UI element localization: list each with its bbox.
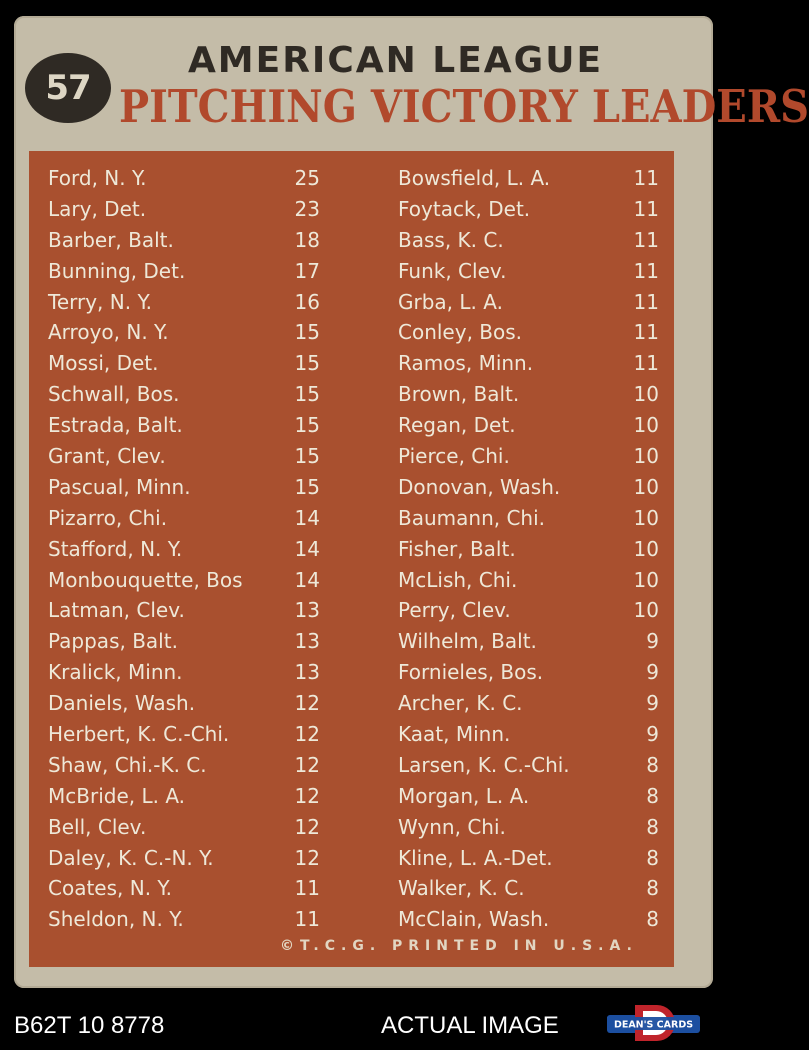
leader-row	[398, 441, 659, 472]
win-count: 15	[294, 413, 320, 438]
leader-row	[398, 812, 659, 843]
win-count: 13	[294, 598, 320, 623]
win-count: 10	[633, 474, 659, 499]
win-count: 13	[294, 629, 320, 654]
leader-row	[48, 163, 320, 194]
leader-row	[48, 873, 320, 904]
leader-row	[398, 626, 659, 657]
leader-row	[48, 317, 320, 348]
win-count: 11	[633, 196, 659, 221]
leader-row	[48, 441, 320, 472]
pitcher-name: Bowsfield, L. A.	[398, 166, 551, 190]
win-count: 15	[294, 382, 320, 407]
pitcher-name: Herbert, K. C.-Chi.	[48, 722, 230, 747]
pitcher-name: Latman, Clev.	[48, 598, 185, 623]
win-count: 8	[646, 907, 659, 932]
win-count: 10	[633, 444, 659, 469]
win-count: 10	[633, 598, 659, 623]
win-count: 8	[646, 845, 659, 870]
pitcher-name: Ramos, Minn.	[398, 351, 534, 376]
leader-row	[48, 503, 320, 534]
pitcher-name: Terry, N. Y.	[48, 289, 152, 314]
leader-row	[48, 843, 320, 874]
win-count: 10	[633, 536, 659, 561]
leader-row	[398, 163, 659, 194]
leader-row	[398, 348, 659, 379]
win-count: 12	[294, 691, 320, 716]
win-count: 15	[294, 320, 320, 345]
leader-row	[398, 379, 659, 410]
win-count: 13	[294, 660, 320, 685]
leader-row	[398, 719, 659, 750]
pitcher-name: Barber, Balt.	[48, 227, 174, 252]
win-count: 23	[294, 196, 320, 221]
leader-row	[48, 379, 320, 410]
pitcher-name: Walker, K. C.	[398, 876, 525, 901]
win-count: 9	[646, 722, 659, 747]
pitcher-name: Archer, K. C.	[398, 691, 523, 716]
pitcher-name: McClain, Wash.	[398, 907, 550, 932]
win-count: 11	[633, 258, 659, 283]
deans-cards-logo	[605, 1003, 702, 1043]
pitcher-name: Fornieles, Bos.	[398, 660, 544, 685]
footer-card-id: B62T 10 8778	[14, 1012, 165, 1039]
win-count: 11	[633, 227, 659, 252]
leader-row	[398, 781, 659, 812]
leader-row	[48, 225, 320, 256]
pitcher-name: Kralick, Minn.	[48, 660, 183, 685]
pitcher-name: McLish, Chi.	[398, 567, 518, 592]
leader-row	[48, 657, 320, 688]
pitcher-name: Larsen, K. C.-Chi.	[398, 752, 570, 777]
pitcher-name: Monbouquette, Bos	[48, 567, 243, 592]
leader-row	[398, 534, 659, 565]
pitcher-name: Arroyo, N. Y.	[48, 320, 169, 345]
leader-row	[398, 657, 659, 688]
pitcher-name: Wilhelm, Balt.	[398, 629, 537, 654]
pitcher-name: Pizarro, Chi.	[48, 505, 168, 530]
leader-row	[48, 472, 320, 503]
pitcher-name: Pierce, Chi.	[398, 444, 510, 469]
leader-row	[48, 750, 320, 781]
pitcher-name: Baumann, Chi.	[398, 505, 546, 530]
pitcher-name: Bass, K. C.	[398, 227, 504, 252]
win-count: 10	[633, 382, 659, 407]
title-category: PITCHING VICTORY LEADERS	[119, 80, 809, 133]
pitcher-name: Morgan, L. A.	[398, 783, 530, 808]
pitcher-name: Pappas, Balt.	[48, 629, 178, 654]
win-count: 10	[633, 567, 659, 592]
win-count: 11	[633, 289, 659, 314]
leader-row	[48, 719, 320, 750]
pitcher-name: Shaw, Chi.-K. C.	[48, 752, 207, 777]
win-count: 9	[646, 691, 659, 716]
pitcher-name: Donovan, Wash.	[398, 474, 561, 499]
win-count: 9	[646, 629, 659, 654]
leader-row	[48, 534, 320, 565]
leader-row	[48, 256, 320, 287]
leader-row	[398, 287, 659, 318]
leader-row	[48, 904, 320, 935]
leader-row	[48, 781, 320, 812]
pitcher-name: Wynn, Chi.	[398, 814, 506, 839]
win-count: 11	[294, 876, 320, 901]
leader-row	[48, 410, 320, 441]
leader-row	[398, 595, 659, 626]
leader-row	[48, 348, 320, 379]
pitcher-name: Daniels, Wash.	[48, 691, 196, 716]
pitcher-name: Coates, N. Y.	[48, 876, 172, 901]
win-count: 15	[294, 474, 320, 499]
win-count: 8	[646, 783, 659, 808]
title-league: AMERICAN LEAGUE	[187, 40, 604, 81]
leader-row	[398, 225, 659, 256]
pitcher-name: Daley, K. C.-N. Y.	[48, 845, 214, 870]
card-number: 57	[45, 68, 91, 108]
leader-row	[398, 410, 659, 441]
leader-row	[398, 317, 659, 348]
win-count: 18	[294, 227, 320, 252]
pitcher-name: Mossi, Det.	[48, 351, 159, 376]
leader-row	[398, 472, 659, 503]
pitcher-name: Regan, Det.	[398, 413, 516, 438]
copyright-line: ©T.C.G. PRINTED IN U.S.A.	[280, 938, 638, 954]
pitcher-name: Grba, L. A.	[398, 289, 503, 314]
pitcher-name: Perry, Clev.	[398, 598, 511, 623]
pitcher-name: Bunning, Det.	[48, 258, 186, 283]
leader-row	[398, 503, 659, 534]
win-count: 11	[633, 320, 659, 345]
leader-row	[48, 565, 320, 596]
pitcher-name: Foytack, Det.	[398, 196, 531, 221]
leader-row	[48, 688, 320, 719]
pitcher-name: Conley, Bos.	[398, 320, 523, 345]
win-count: 11	[633, 166, 659, 190]
leaders-left-column	[48, 163, 320, 935]
pitcher-name: Fisher, Balt.	[398, 536, 516, 561]
leader-row	[398, 194, 659, 225]
leader-row	[398, 688, 659, 719]
win-count: 15	[294, 444, 320, 469]
win-count: 14	[294, 567, 320, 592]
pitcher-name: Ford, N. Y.	[48, 166, 147, 190]
leader-row	[398, 256, 659, 287]
win-count: 17	[294, 258, 320, 283]
pitcher-name: Lary, Det.	[48, 196, 147, 221]
pitcher-name: Estrada, Balt.	[48, 413, 183, 438]
win-count: 25	[294, 166, 320, 190]
pitcher-name: Grant, Clev.	[48, 444, 166, 469]
win-count: 9	[646, 660, 659, 685]
footer-actual-image-label: ACTUAL IMAGE	[381, 1012, 559, 1039]
win-count: 8	[646, 876, 659, 901]
leader-row	[48, 287, 320, 318]
leader-row	[48, 194, 320, 225]
win-count: 15	[294, 351, 320, 376]
leader-row	[48, 595, 320, 626]
leader-row	[48, 626, 320, 657]
win-count: 8	[646, 752, 659, 777]
leaders-right-column	[398, 163, 659, 935]
svg-text:DEAN'S CARDS: DEAN'S CARDS	[613, 1019, 694, 1031]
pitcher-name: Bell, Clev.	[48, 814, 147, 839]
pitcher-name: Sheldon, N. Y.	[48, 907, 184, 932]
leader-row	[398, 904, 659, 935]
win-count: 8	[646, 814, 659, 839]
pitcher-name: McBride, L. A.	[48, 783, 186, 808]
pitcher-name: Schwall, Bos.	[48, 382, 180, 407]
pitcher-name: Kline, L. A.-Det.	[398, 845, 553, 870]
pitcher-name: Kaat, Minn.	[398, 722, 511, 747]
pitcher-name: Funk, Clev.	[398, 258, 507, 283]
leader-row	[398, 565, 659, 596]
leader-row	[48, 812, 320, 843]
win-count: 11	[633, 351, 659, 376]
win-count: 12	[294, 752, 320, 777]
win-count: 12	[294, 722, 320, 747]
win-count: 10	[633, 413, 659, 438]
win-count: 14	[294, 505, 320, 530]
pitcher-name: Pascual, Minn.	[48, 474, 191, 499]
pitcher-name: Stafford, N. Y.	[48, 536, 183, 561]
win-count: 12	[294, 814, 320, 839]
win-count: 12	[294, 783, 320, 808]
leader-row	[398, 873, 659, 904]
leader-row	[398, 843, 659, 874]
win-count: 16	[294, 289, 320, 314]
win-count: 14	[294, 536, 320, 561]
leader-row	[398, 750, 659, 781]
win-count: 10	[633, 505, 659, 530]
pitcher-name: Brown, Balt.	[398, 382, 520, 407]
win-count: 11	[294, 907, 320, 932]
win-count: 12	[294, 845, 320, 870]
